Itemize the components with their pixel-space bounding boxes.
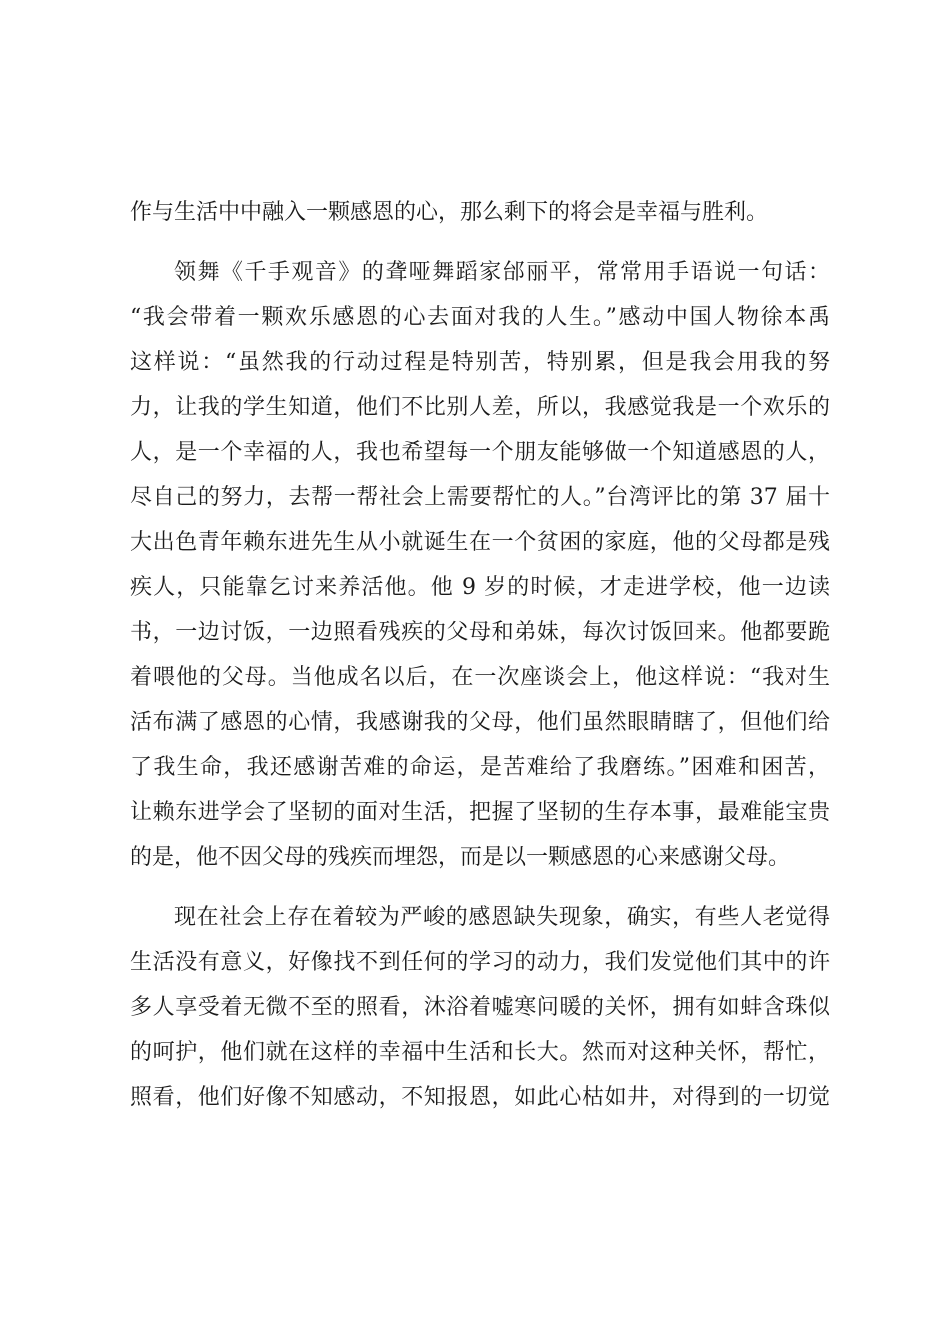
- paragraph-2-line-12: 了我生命，我还感谢苦难的命运，是苦难给了我磨练。”困难和困苦，: [130, 755, 830, 780]
- body-text: [130, 190, 830, 1120]
- paragraph-3-line-1: 现在社会上存在着较为严峻的感恩缺失现象，确实，有些人老觉得: [174, 905, 830, 930]
- paragraph-2-line-7: 大出色青年赖东进先生从小就诞生在一个贫困的家庭，他的父母都是残: [130, 530, 830, 555]
- paragraph-2-line-10: 着喂他的父母。当他成名以后，在一次座谈会上，他这样说：“我对生: [130, 665, 830, 690]
- paragraph-3-line-2: 生活没有意义，好像找不到任何的学习的动力，我们发觉他们其中的许: [130, 950, 830, 975]
- paragraph-3-line-3: 多人享受着无微不至的照看，沐浴着嘘寒问暖的关怀，拥有如蚌含珠似: [130, 995, 830, 1020]
- paragraph-3-line-5: 照看，他们好像不知感动，不知报恩，如此心枯如井，对得到的一切觉: [130, 1085, 830, 1110]
- paragraph-2-line-3: 这样说：“虽然我的行动过程是特别苦，特别累，但是我会用我的努: [130, 350, 830, 375]
- paragraph-2-line-11: 活布满了感恩的心情，我感谢我的父母，他们虽然眼睛瞎了，但他们给: [130, 710, 830, 735]
- paragraph-3-line-4: 的呵护，他们就在这样的幸福中生活和长大。然而对这种关怀，帮忙，: [130, 1040, 830, 1065]
- paragraph-2-line-5: 人，是一个幸福的人，我也希望每一个朋友能够做一个知道感恩的人，: [130, 440, 830, 465]
- paragraph-2-line-4: 力，让我的学生知道，他们不比别人差，所以，我感觉我是一个欢乐的: [130, 395, 830, 420]
- paragraph-2-line-8: 疾人，只能靠乞讨来养活他。他 9 岁的时候，才走进学校，他一边读: [130, 575, 830, 600]
- paragraph-2-line-1: 领舞《千手观音》的聋哑舞蹈家邰丽平，常常用手语说一句话：: [174, 260, 830, 285]
- paragraph-2-line-14: 的是，他不因父母的残疾而埋怨，而是以一颗感恩的心来感谢父母。: [130, 845, 791, 870]
- paragraph-1-line-1: 作与生活中中融入一颗感恩的心，那么剩下的将会是幸福与胜利。: [130, 200, 769, 225]
- paragraph-2-line-13: 让赖东进学会了坚韧的面对生活，把握了坚韧的生存本事，最难能宝贵: [130, 800, 830, 825]
- paragraph-2-line-6: 尽自己的努力，去帮一帮社会上需要帮忙的人。”台湾评比的第 37 届十: [130, 485, 830, 510]
- paragraph-2-line-2: “我会带着一颗欢乐感恩的心去面对我的人生。”感动中国人物徐本禹: [130, 305, 830, 330]
- paragraph-2-line-9: 书，一边讨饭，一边照看残疾的父母和弟妹，每次讨饭回来。他都要跪: [130, 620, 830, 645]
